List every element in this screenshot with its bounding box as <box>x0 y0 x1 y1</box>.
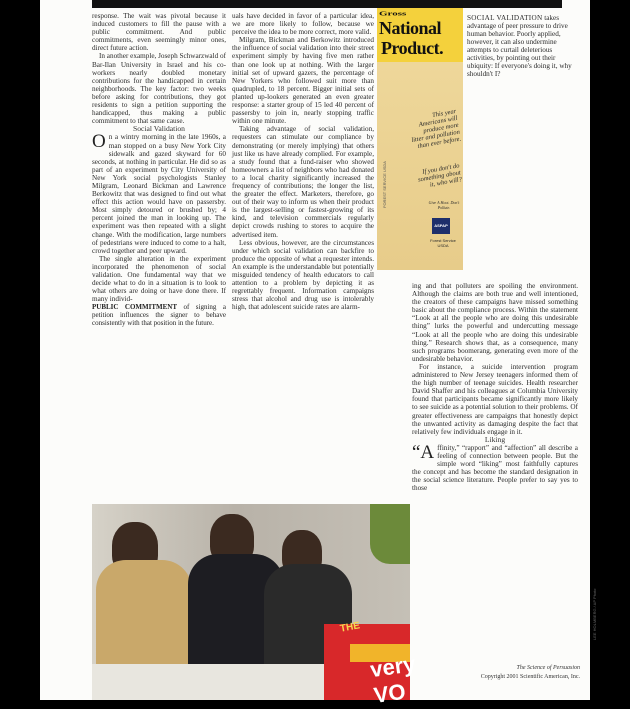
ad-text-2: If you don't do something about it, who will? <box>417 162 463 189</box>
col1-paragraph-3-text: n a wintry morning in the late 1960s, a man stopped on a busy New York City sidewalk and gazed skyward for 60 seconds, at nothing in particular. He did so as part of an experiment by City University of New York social psychologists Stanley Milgram, Leonard Bickman and Lawrence Berkowitz that was designed to find out what effect this action would have on passersby. Most simply detoured or brushed by; 4 percent joined the man in looking up. The experiment was then repeated with a slight change. With the modification, large numbers of pedestrians were induced to come to a halt, crowd together and peer upward. <box>92 133 226 255</box>
col1-paragraph-3 <box>92 133 226 254</box>
col2-paragraph-4: Less obvious, however, are the circumstances under which social validation can backfire to produce the opposite of what a requester intends. An example is the understandable but potentially misguided tendency of health educators to call attention to a problem by depicting it as regrettably frequent. Information campaigns stress that alcohol and drug use is intolerably high, that adolescent suicide rates are alarm- <box>232 238 374 312</box>
ad-caption-text: takes advantage of peer pressure to drive human behavior. Poorly applied, however, it can also undermine attempts to curtail deleterious activities, by pointing out their ubiquity: If everyone's doing it, why shouldn't I? <box>467 14 572 78</box>
col1-paragraph-4: The single alteration in the experiment incorporated the phenomenon of social validation. One fundamental way that we decide what to do in a situation is to look to what others are doing or have done there. If many individ- <box>92 254 226 304</box>
drop-cap: O <box>92 131 106 153</box>
column-2 <box>232 12 374 311</box>
magazine-page <box>40 0 597 708</box>
petition-photo <box>92 504 417 708</box>
photo-caption <box>92 303 226 327</box>
photo-person-1-body <box>96 560 192 664</box>
photo-credit: LEE HOLMBERG / AP Photo <box>592 588 597 640</box>
column-1 <box>92 12 226 327</box>
col3-paragraph-3-text: ffinity,” “rapport” and “affection” all describe a feeling of connection between people. But the simple word “liking” most faithfully captures the concept and has become the standard designation in the social science literature. People prefer to say yes to those <box>412 443 578 493</box>
section-heading-liking: Liking <box>484 434 506 444</box>
col2-paragraph-2: Milgram, Bickman and Berkowitz introduced the influence of social validation into their street experiment simply by having five men rather than one look up at nothing. With the larger initial set of upward gazers, the percentage of New Yorkers who followed suit more than quadrupled, to 18 percent. Bigger initial sets of planted up-lookers generated an even greater response: a starter group of 15 led 40 percent of passersby to join in, nearly stopping traffic within one minute. <box>232 36 374 126</box>
col3-paragraph-3 <box>412 441 578 493</box>
ad-headline-1: Gross <box>379 10 407 18</box>
photo-tree <box>370 504 410 564</box>
ad-caption-title: SOCIAL VALIDATION <box>467 14 543 22</box>
col2-paragraph-3: Taking advantage of social validation, requesters can stimulate our compliance by demonstrating (or merely implying) that others just like us have already complied. For example, a study found that a fund-raiser who showed homeowners a list of neighbors who had donated to a local charity significantly increased the frequency of contributions; the longer the list, the greater the effect. Marketers, therefore, go out of their way to inform us when their product is the largest-selling or fastest-growing of its kind, and television commercials regularly depict crowds rushing to stores to acquire the advertised item. <box>232 125 374 239</box>
section-heading-social-validation: Social Validation <box>133 124 185 134</box>
ad-slogan: Give A Hoot. Don't Pollute. <box>428 200 460 210</box>
caption-text: of signing a petition influences the signer to behave consistently with that position in the future. <box>92 303 226 328</box>
ad-text-1: This year Americans will produce more litter and pollution than ever before. <box>410 107 462 151</box>
footer-copyright: Copyright 2001 Scientific American, Inc. <box>480 674 580 680</box>
ad-image <box>377 8 463 270</box>
ad-logo-icon: ASPAP <box>432 218 450 234</box>
col2-paragraph-1: uals have decided in favor of a particular idea, we are more likely to follow, because we perceive the idea to be more correct, more valid. <box>232 12 374 37</box>
top-band <box>92 0 562 8</box>
col1-paragraph-1: response. The wait was pivotal because it induced customers to fill the pause with a public commitment. And public commitments, even seemingly minor ones, direct future action. <box>92 12 226 53</box>
ad-caption <box>467 14 575 78</box>
column-3 <box>412 282 578 492</box>
photo-sign-text-1: THE <box>339 620 361 635</box>
ad-header <box>377 8 463 62</box>
col3-paragraph-2: For instance, a suicide intervention program administered to New Jersey teenagers informed them of the high number of teenage suicides. Health researcher David Shaffer and his colleagues at Columbia University found that participants became significantly more likely to see suicide as a potential solution to their problems. Of greater effectiveness are campaigns that honestly depict the unwanted activity as damaging despite the fact that relatively few individuals engage in it. <box>412 362 578 436</box>
caption-lead: PUBLIC COMMITMENT <box>92 303 178 312</box>
col1-paragraph-2: In another example, Joseph Schwarzwald of Bar-Ilan University in Israel and his co-workers nearly doubled monetary contributions for the handicapped in certain neighborhoods. The key factor: two weeks before asking for contributions, they got residents to sign a petition supporting the handicapped, thus making a public commitment to that same cause. <box>92 52 226 126</box>
ad-vertical-credit: FOREST SERVICE USDA <box>382 161 387 208</box>
ad-headline-2: National <box>379 18 442 38</box>
drop-cap-quote: “A <box>412 441 435 463</box>
footer-article-title: The Science of Persuasion <box>516 665 580 671</box>
col3-paragraph-1: ing and that polluters are spoiling the environment. Although the claims are both true and well intentioned, the creators of these campaigns have missed something basic about the compliance process. Within the statement “Look at all the people who are doing this undesirable thing” lurks the powerful and undercutting message “Look at all the people who are doing this undesirable thing.” Research shows that, as a consequence, many such programs boomerang, generating even more of the undesirable behavior. <box>412 282 578 363</box>
photo-sign-text-2: very VO <box>368 651 417 708</box>
ad-headline-3: Product. <box>381 38 444 58</box>
ad-sponsor: Forest Service USDA <box>430 238 456 248</box>
page-footer <box>440 664 580 682</box>
